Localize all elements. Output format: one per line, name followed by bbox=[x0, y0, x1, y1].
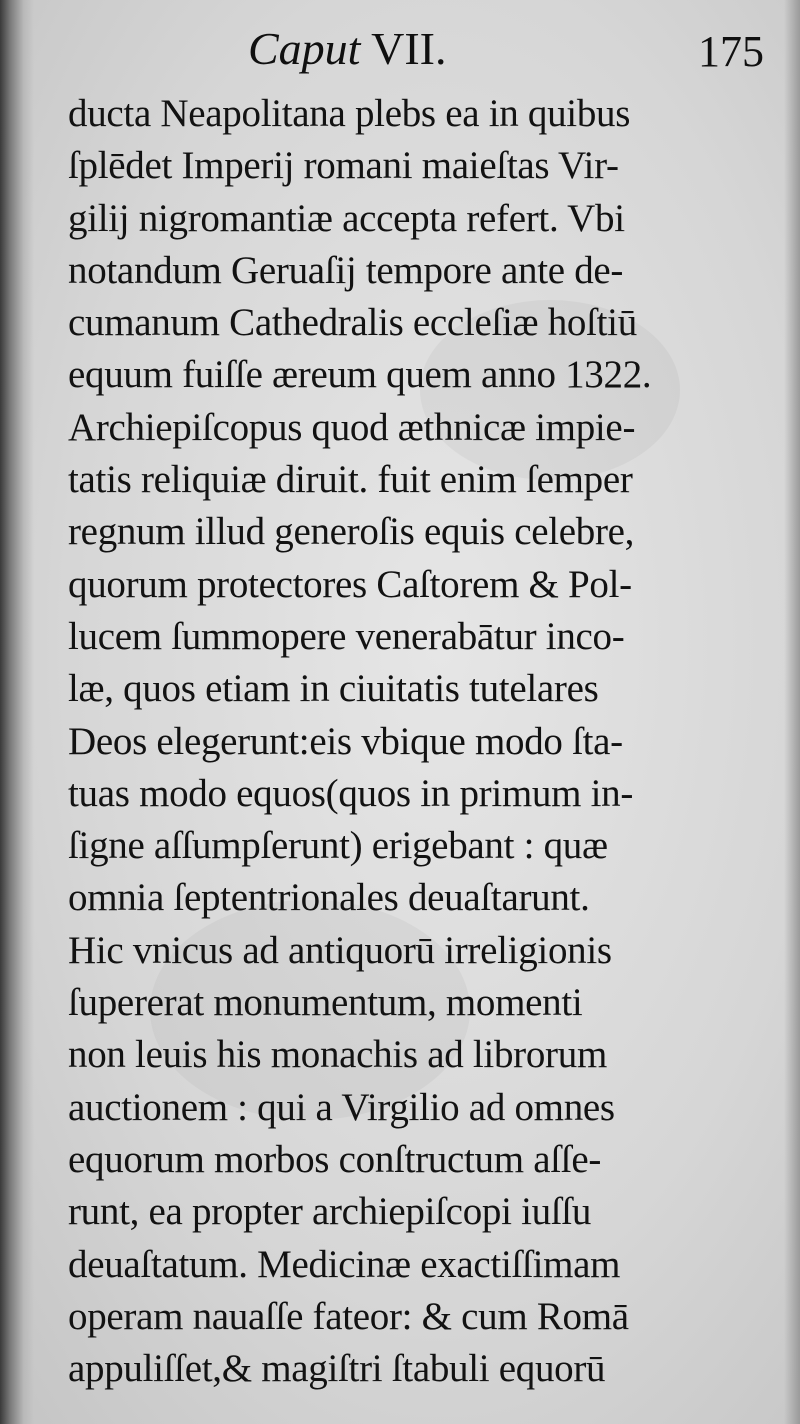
text-line: gilij nigromantiæ accepta refert. Vbi bbox=[68, 196, 625, 240]
text-line: tuas modo equos(quos in primum in- bbox=[68, 771, 634, 815]
text-line: Archiepiſcopus quod æthnicæ impie- bbox=[68, 405, 636, 449]
running-header bbox=[70, 22, 770, 92]
running-head bbox=[248, 22, 447, 75]
chapter-number: VII. bbox=[371, 23, 447, 74]
text-line: quorum protectores Caſtorem & Pol- bbox=[68, 562, 632, 606]
page-number: 175 bbox=[698, 27, 764, 76]
text-line: læ, quos etiam in ciuitatis tutelares bbox=[68, 667, 599, 711]
text-line: cumanum Cathedralis eccleſiæ hoſtiū bbox=[68, 301, 637, 345]
text-line: runt, ea propter archiepiſcopi iuſſu bbox=[68, 1190, 592, 1234]
text-line: operam nauaſſe fateor: & cum Romā bbox=[68, 1294, 629, 1338]
text-line: non leuis his monachis ad librorum bbox=[68, 1033, 607, 1077]
text-line: omnia ſeptentrionales deuaſtarunt. bbox=[68, 876, 590, 920]
text-line: Deos elegerunt:eis vbique modo ſta- bbox=[68, 719, 623, 763]
text-line: lucem ſummopere venerabātur inco- bbox=[68, 614, 625, 658]
text-line: ſplēdet Imperij romani maieſtas Vir- bbox=[68, 144, 619, 188]
page-gutter-shadow bbox=[0, 0, 34, 1424]
text-line: appuliſſet,& magiſtri ſtabuli equorū bbox=[68, 1347, 606, 1391]
page-edge-shadow bbox=[784, 0, 800, 1424]
body-text bbox=[68, 88, 768, 1395]
text-line: ducta Neapolitana plebs ea in quibus bbox=[68, 92, 631, 135]
caput-label: Caput bbox=[248, 23, 361, 74]
text-line: auctionem : qui a Virgilio ad omnes bbox=[68, 1085, 615, 1129]
text-line: ſupererat monumentum, momenti bbox=[68, 981, 583, 1025]
text-line: deuaſtatum. Medicinæ exactiſſimam bbox=[68, 1242, 621, 1286]
text-line: ſigne aſſumpſerunt) erigebant : quæ bbox=[68, 824, 608, 868]
text-line: equorum morbos conſtructum aſſe- bbox=[68, 1137, 602, 1181]
text-line: regnum illud generoſis equis celebre, bbox=[68, 510, 635, 554]
text-line: notandum Geruaſij tempore ante de- bbox=[68, 248, 624, 292]
text-line: equum fuiſſe æreum quem anno 1322. bbox=[68, 353, 652, 397]
text-line: Hic vnicus ad antiquorū irreligionis bbox=[68, 928, 612, 972]
text-line: tatis reliquiæ diruit. fuit enim ſemper bbox=[68, 458, 633, 502]
